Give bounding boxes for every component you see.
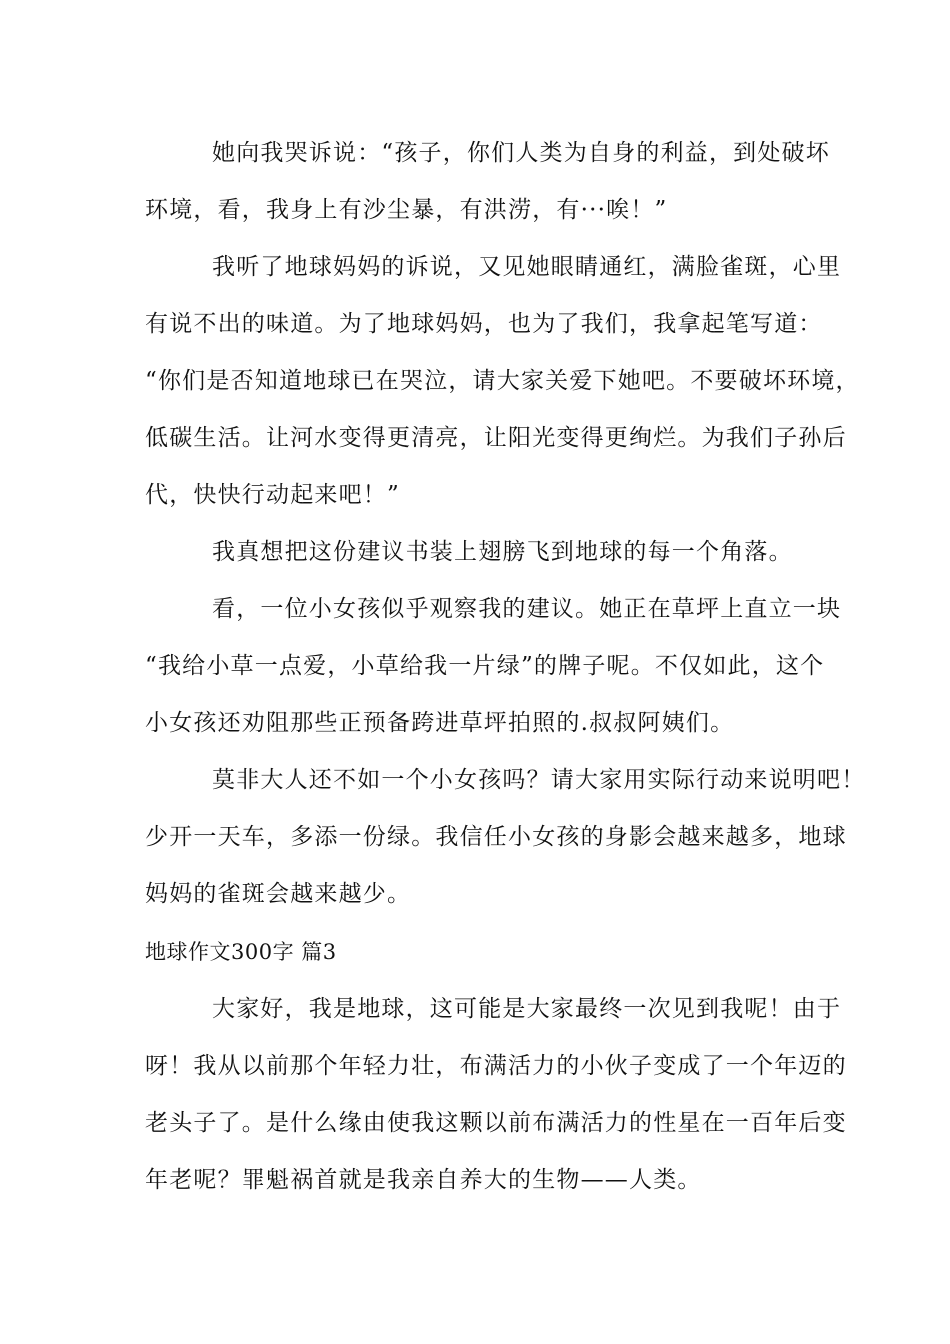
- paragraph-line: 代，快快行动起来吧！”: [145, 482, 400, 508]
- paragraph-line: 我听了地球妈妈的诉说，又见她眼睛通红，满脸雀斑，心里: [212, 254, 842, 280]
- paragraph-line: “我给小草一点爱，小草给我一片绿”的牌子呢。不仅如此，这个: [145, 653, 825, 679]
- paragraph-line: 莫非大人还不如一个小女孩吗？请大家用实际行动来说明吧！: [212, 767, 866, 793]
- paragraph-line: 妈妈的雀斑会越来越少。: [145, 881, 412, 907]
- paragraph-line: 有说不出的味道。为了地球妈妈，也为了我们，我拿起笔写道：: [145, 311, 823, 337]
- paragraph-line: 呀！我从以前那个年轻力壮，布满活力的小伙子变成了一个年迈的: [145, 1053, 847, 1079]
- paragraph-line: 看，一位小女孩似乎观察我的建议。她正在草坪上直立一块: [212, 596, 842, 622]
- paragraph-line: 年老呢？罪魁祸首就是我亲自养大的生物——人类。: [145, 1167, 702, 1193]
- paragraph-line: 环境，看，我身上有沙尘暴，有洪涝，有···唉！”: [145, 197, 668, 223]
- paragraph-line: 小女孩还劝阻那些正预备跨进草坪拍照的.叔叔阿姨们。: [145, 710, 735, 736]
- paragraph-line: “你们是否知道地球已在哭泣，请大家关爱下她吧。不要破坏环境，: [145, 368, 860, 394]
- paragraph-line: 低碳生活。让河水变得更清亮，让阳光变得更绚烂。为我们子孙后: [145, 425, 847, 451]
- paragraph-line: 我真想把这份建议书装上翅膀飞到地球的每一个角落。: [212, 539, 793, 565]
- paragraph-line: 她向我哭诉说：“孩子，你们人类为自身的利益，到处破坏: [212, 140, 830, 166]
- section-heading: 地球作文300字 篇3: [145, 940, 337, 964]
- paragraph-line: 老头子了。是什么缘由使我这颗以前布满活力的性星在一百年后变: [145, 1110, 847, 1136]
- paragraph-line: 少开一天车，多添一份绿。我信任小女孩的身影会越来越多，地球: [145, 824, 847, 850]
- paragraph-line: 大家好，我是地球，这可能是大家最终一次见到我呢！由于: [212, 996, 842, 1022]
